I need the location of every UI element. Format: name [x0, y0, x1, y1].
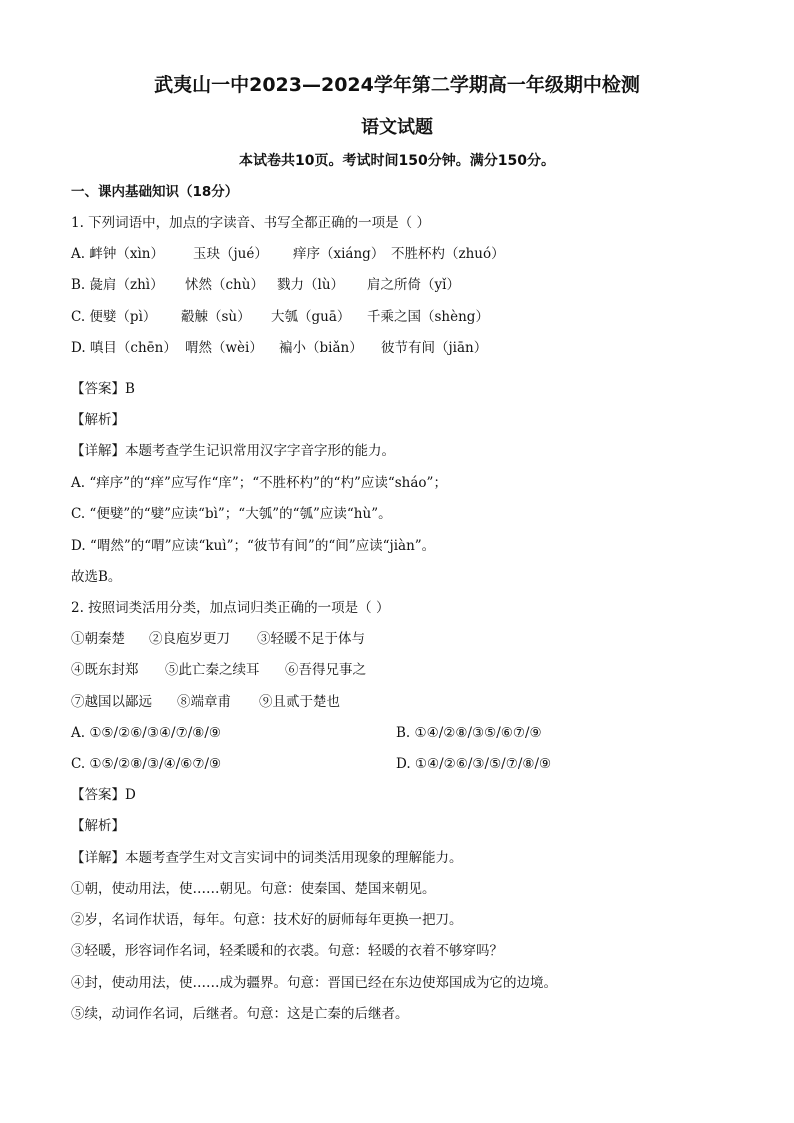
q1-explanation-c: C. “便嬖”的“嬖”应读“bì”；“大瓠”的“瓠”应读“hù”。 — [71, 506, 392, 522]
q2-item: ③轻暖不足于体与 — [257, 631, 365, 647]
q2-item: ⑧端章甫 — [177, 694, 231, 710]
q1-explanation-a: A. “痒序”的“痒”应写作“庠”；“不胜杯杓”的“杓”应读“sháo”； — [71, 475, 447, 491]
q2-item: ⑦越国以鄙远 — [71, 694, 152, 710]
q2-explanation-3: ③轻暖，形容词作名词，轻柔暖和的衣裘。句意：轻暖的衣着不够穿吗？ — [71, 943, 503, 959]
q1-option-a-item: 玉玦（jué） — [193, 246, 268, 262]
q1-option-b-item: 戮力（lù） — [277, 277, 345, 293]
q1-option-d-item: 彼节有间（jiān） — [381, 340, 488, 356]
section-heading: 一、课内基础知识（18分） — [71, 184, 239, 200]
exam-title: 武夷山一中2023—2024学年第二学期高一年级期中检测 — [154, 74, 640, 96]
q2-answer: 【答案】D — [71, 787, 136, 803]
q2-detail: 【详解】本题考查学生对文言实词中的词类活用现象的理解能力。 — [71, 850, 463, 866]
q2-item: ⑤此亡秦之续耳 — [165, 662, 260, 678]
q1-stem: 1. 下列词语中，加点的字读音、书写全都正确的一项是（ ） — [71, 215, 430, 231]
q1-option-a-item: 不胜杯杓（zhuó） — [391, 246, 505, 262]
q2-analysis-label: 【解析】 — [71, 818, 125, 834]
q1-option-d-item: 喟然（wèi） — [185, 340, 263, 356]
q2-option-d: D. ①④/②⑥/③/⑤/⑦/⑧/⑨ — [396, 756, 552, 772]
q1-option-b-item: B. 彘肩（zhì） — [71, 277, 164, 293]
q1-option-c-item: 大瓠（guā） — [271, 309, 351, 325]
q1-option-c-item: 觳觫（sù） — [181, 309, 251, 325]
q1-option-d-item: D. 嗔目（chēn） — [71, 340, 177, 356]
q2-row-2 — [71, 661, 366, 679]
exam-info: 本试卷共10页。考试时间150分钟。满分150分。 — [239, 153, 555, 169]
q2-explanation-4: ④封，使动用法，使……成为疆界。句意：晋国已经在东边使郑国成为它的边境。 — [71, 975, 557, 991]
q2-item: ②良庖岁更刀 — [149, 631, 230, 647]
q2-option-c: C. ①⑤/②⑧/③/④/⑥⑦/⑨ — [71, 756, 222, 772]
q2-option-b: B. ①④/②⑧/③⑤/⑥⑦/⑨ — [396, 725, 542, 741]
q1-option-c — [71, 308, 489, 326]
q2-explanation-2: ②岁，名词作状语，每年。句意：技术好的厨师每年更换一把刀。 — [71, 912, 463, 928]
q1-option-d-item: 褊小（biǎn） — [279, 340, 363, 356]
q1-option-b-item: 肩之所倚（yǐ） — [367, 277, 460, 293]
q1-option-a — [71, 245, 505, 263]
q1-analysis-label: 【解析】 — [71, 412, 125, 428]
q2-item: ④既东封郑 — [71, 662, 139, 678]
q1-conclusion: 故选B。 — [71, 569, 122, 585]
q2-stem: 2. 按照词类活用分类，加点词归类正确的一项是（ ） — [71, 600, 390, 616]
q1-option-a-item: 痒序（xiáng） — [293, 246, 385, 262]
q2-item: ⑨且贰于楚也 — [259, 694, 340, 710]
q2-item: ⑥吾得兄事之 — [285, 662, 366, 678]
subject-title: 语文试题 — [361, 117, 433, 138]
q1-option-a-item: A. 衅钟（xìn） — [71, 246, 164, 262]
q2-option-a: A. ①⑤/②⑥/③④/⑦/⑧/⑨ — [71, 725, 221, 741]
q1-detail: 【详解】本题考查学生记识常用汉字字音字形的能力。 — [71, 443, 395, 459]
q2-explanation-1: ①朝，使动用法，使……朝见。句意：使秦国、楚国来朝见。 — [71, 881, 436, 897]
q2-row-3 — [71, 693, 340, 711]
q1-option-b-item: 怵然（chù） — [185, 277, 264, 293]
q1-answer: 【答案】B — [71, 381, 135, 397]
q1-option-c-item: C. 便嬖（pì） — [71, 309, 157, 325]
q1-option-b — [71, 276, 460, 294]
q2-explanation-5: ⑤续，动词作名词，后继者。句意：这是亡秦的后继者。 — [71, 1006, 409, 1022]
q2-row-1 — [71, 630, 365, 648]
q1-option-d — [71, 339, 487, 357]
q1-option-c-item: 千乘之国（shèng） — [367, 309, 489, 325]
q1-explanation-d: D. “喟然”的“喟”应读“kuì”；“彼节有间”的“间”应读“jiàn”。 — [71, 538, 436, 554]
q2-item: ①朝秦楚 — [71, 631, 125, 647]
